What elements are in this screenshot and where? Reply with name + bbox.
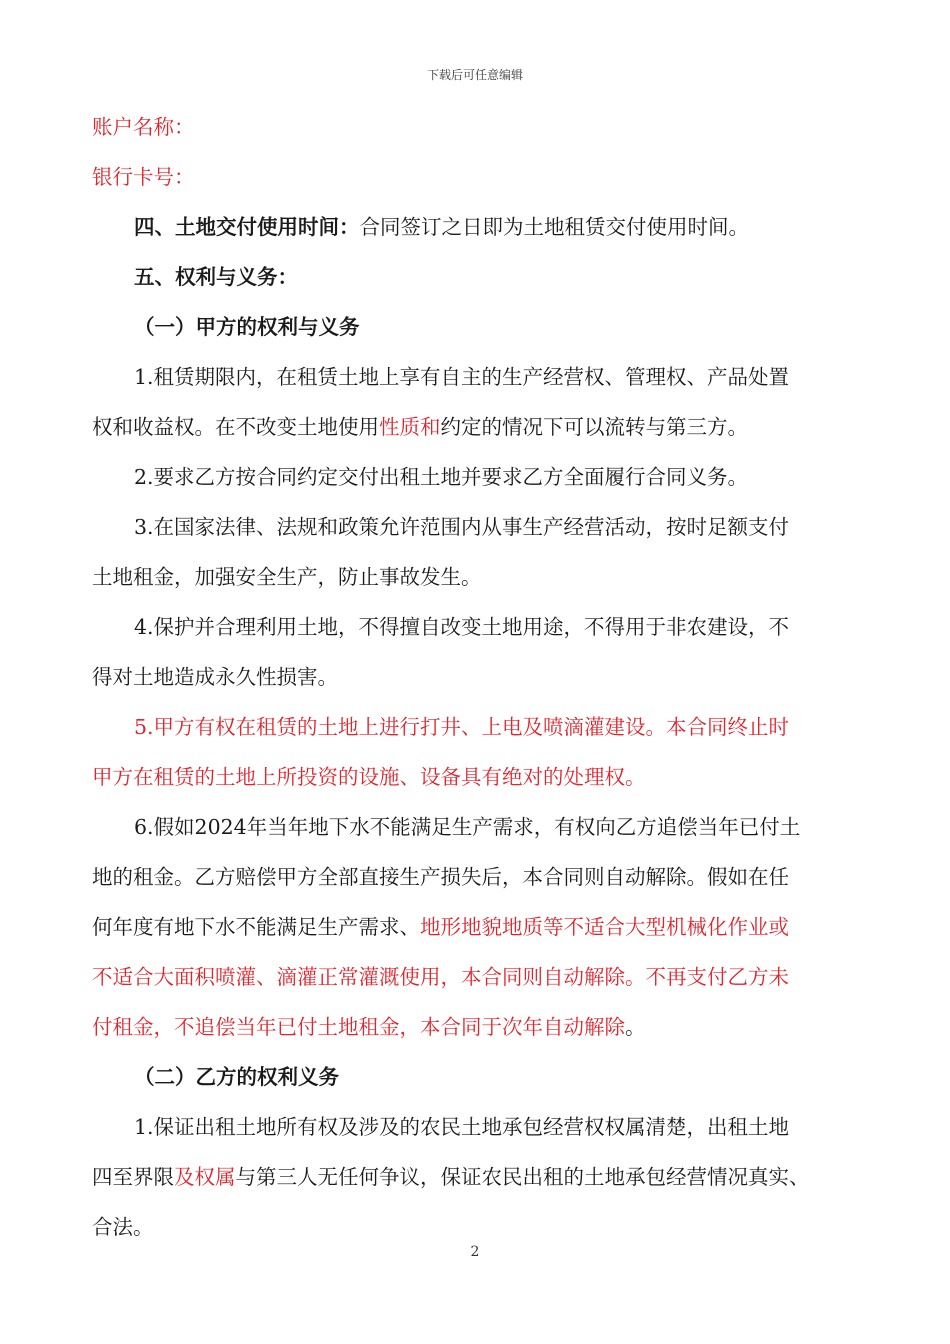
heading-text: （一）甲方的权利与义务 — [134, 315, 360, 339]
heading-text: （二）乙方的权利义务 — [134, 1065, 339, 1089]
text-line — [92, 1002, 862, 1052]
text-line — [92, 352, 862, 402]
body-text: 1.保证出租土地所有权及涉及的农民土地承包经营权权属清楚，出租土地 — [134, 1115, 790, 1139]
body-text: 权和收益权。在不改变土地使用 — [92, 415, 379, 439]
body-text: 四至界限 — [92, 1165, 174, 1189]
body-text: 4.保护并合理利用土地，不得擅自改变土地用途，不得用于非农建设，不 — [134, 615, 790, 639]
text-line — [92, 752, 862, 802]
body-text: 合同签订之日即为土地租赁交付使用时间。 — [359, 215, 749, 239]
text-line — [92, 202, 862, 252]
text-line — [92, 502, 862, 552]
page-number: 2 — [470, 1244, 480, 1260]
text-line — [92, 852, 862, 902]
text-line — [92, 402, 862, 452]
text-line — [92, 552, 862, 602]
body-text: 约定的情况下可以流转与第三方。 — [440, 415, 748, 439]
text-line — [92, 702, 862, 752]
highlighted-text: 银行卡号： — [92, 165, 195, 189]
text-line — [92, 252, 862, 302]
text-line — [92, 602, 862, 652]
text-line — [92, 1102, 862, 1152]
text-line — [92, 452, 862, 502]
text-line — [92, 952, 862, 1002]
heading-text: 四、土地交付使用时间： — [134, 215, 360, 239]
text-line — [92, 302, 862, 352]
body-text: 2.要求乙方按合同约定交付出租土地并要求乙方全面履行合同义务。 — [134, 465, 749, 489]
highlighted-text: 不适合大面积喷灌、滴灌正常灌溉使用，本合同则自动解除。不再支付乙方未 — [92, 965, 789, 989]
text-line — [92, 102, 862, 152]
text-line — [92, 1152, 862, 1202]
text-line — [92, 1052, 862, 1102]
text-line — [92, 902, 862, 952]
highlighted-text: 性质和 — [379, 415, 441, 439]
heading-text: 五、权利与义务： — [134, 265, 298, 289]
body-text: 地的租金。乙方赔偿甲方全部直接生产损失后，本合同则自动解除。假如在任 — [92, 865, 789, 889]
document-body — [92, 102, 862, 1252]
body-text: 。 — [625, 1015, 646, 1039]
body-text: 与第三人无任何争议，保证农民出租的土地承包经营情况真实、 — [235, 1165, 810, 1189]
body-text: 得对土地造成永久性损害。 — [92, 665, 338, 689]
body-text: 6.假如2024年当年地下水不能满足生产需求，有权向乙方追偿当年已付土 — [134, 815, 801, 839]
highlighted-text: 及权属 — [174, 1165, 236, 1189]
body-text: 3.在国家法律、法规和政策允许范围内从事生产经营活动，按时足额支付 — [134, 515, 790, 539]
page-header: 下载后可任意编辑 — [426, 68, 523, 82]
body-text: 何年度有地下水不能满足生产需求、 — [92, 915, 420, 939]
highlighted-text: 地形地貌地质等不适合大型机械化作业或 — [420, 915, 789, 939]
highlighted-text: 甲方在租赁的土地上所投资的设施、设备具有绝对的处理权。 — [92, 765, 646, 789]
highlighted-text: 账户名称： — [92, 115, 195, 139]
highlighted-text: 5.甲方有权在租赁的土地上进行打井、上电及喷滴灌建设。本合同终止时 — [134, 715, 790, 739]
body-text: 土地租金，加强安全生产，防止事故发生。 — [92, 565, 482, 589]
text-line — [92, 802, 862, 852]
text-line — [92, 152, 862, 202]
body-text: 合法。 — [92, 1215, 154, 1239]
text-line — [92, 652, 862, 702]
highlighted-text: 付租金，不追偿当年已付土地租金，本合同于次年自动解除 — [92, 1015, 625, 1039]
body-text: 1.租赁期限内，在租赁土地上享有自主的生产经营权、管理权、产品处置 — [134, 365, 790, 389]
